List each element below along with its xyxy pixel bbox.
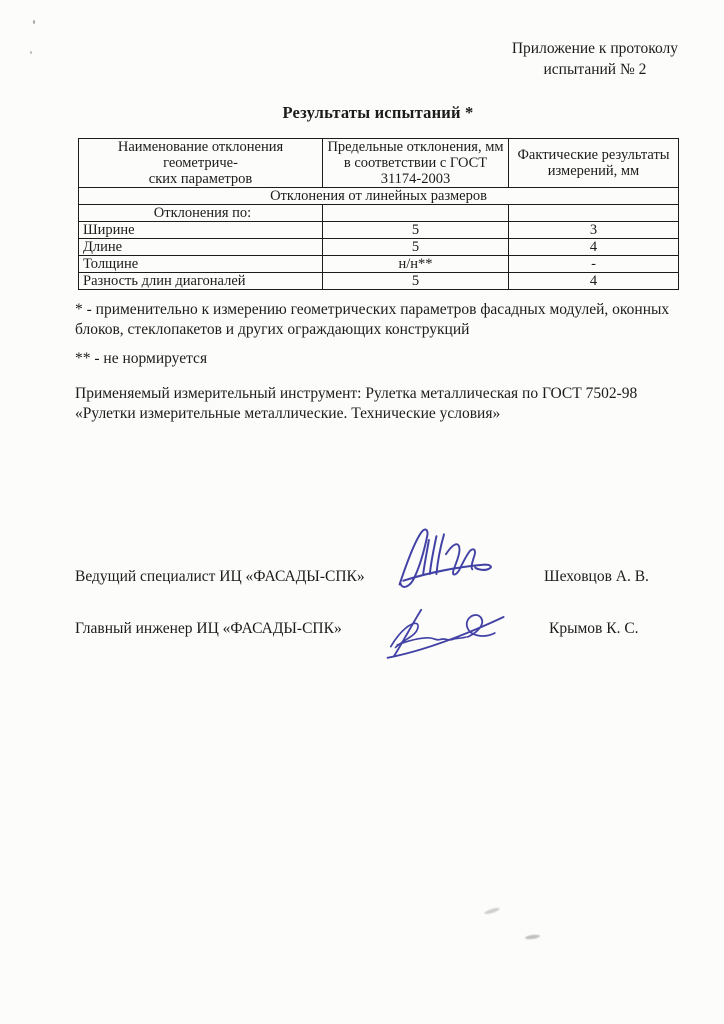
col-header-limits <box>323 139 509 188</box>
footnotes <box>75 300 693 424</box>
instrument-note: Применяемый измерительный инструмент: Рулетка металлическая по ГОСТ 7502-98 «Рулетки измерительные металлические. Технические условия» <box>75 385 638 422</box>
header-note-line1: Приложение к протоколу <box>511 40 678 57</box>
table-row <box>79 273 679 290</box>
row-actual: 4 <box>509 239 679 256</box>
table-section-row <box>79 188 679 205</box>
doc-title: Результаты испытаний * <box>282 103 474 122</box>
table-row <box>79 222 679 239</box>
col-header-actual <box>509 139 679 188</box>
col-header-limits-line: в соответствии с ГОСТ <box>343 155 488 171</box>
col-header-limits-line: 31174-2003 <box>380 171 451 187</box>
col-header-parameter-line: ских параметров <box>148 171 253 187</box>
scan-speck <box>33 20 35 24</box>
scan-smudge <box>484 907 500 916</box>
signatory-name-shehovtsov: Шеховцов А. В. <box>544 568 649 585</box>
signature-shehovtsov <box>392 523 496 593</box>
row-limit: н/н** <box>323 256 509 273</box>
signature-stroke <box>467 615 495 637</box>
col-header-actual-line: Фактические результаты <box>517 147 670 163</box>
table-row <box>79 239 679 256</box>
col-header-parameter-line: Наименование отклонения геометриче- <box>117 139 284 171</box>
row-limit: 5 <box>323 222 509 239</box>
results-table <box>78 138 679 290</box>
row-parameter: Длине <box>79 239 323 256</box>
table-row <box>79 256 679 273</box>
row-actual: 3 <box>509 222 679 239</box>
col-header-parameter <box>79 139 323 188</box>
row-limit: 5 <box>323 239 509 256</box>
row-parameter: Ширине <box>79 222 323 239</box>
col-header-actual-line: измерений, мм <box>547 163 640 179</box>
row-actual: - <box>509 256 679 273</box>
scan-smudge <box>525 934 540 940</box>
signatory-role-lead-specialist: Ведущий специалист ИЦ «ФАСАДЫ-СПК» <box>75 568 365 585</box>
footnote-double-asterisk: ** - не нормируется <box>75 350 208 367</box>
header-note-line2: испытаний № 2 <box>543 61 647 78</box>
row-parameter: Разность длин диагоналей <box>79 273 323 290</box>
row-actual: 4 <box>509 273 679 290</box>
scan-speck <box>30 51 32 54</box>
signatory-name-krymov: Крымов К. С. <box>549 620 639 637</box>
signature-krymov <box>377 605 507 661</box>
footnote-asterisk: * - применительно к измерению геометрических параметров фасадных модулей, оконных блоков, стеклопакетов и других ограждающих конструкций <box>75 301 670 338</box>
signatory-role-chief-engineer: Главный инженер ИЦ «ФАСАДЫ-СПК» <box>75 620 342 637</box>
signature-stroke <box>394 610 421 656</box>
row-limit <box>323 205 509 222</box>
row-parameter: Толщине <box>79 256 323 273</box>
col-header-limits-line: Предельные отклонения, мм <box>327 139 504 155</box>
row-limit: 5 <box>323 273 509 290</box>
signature-stroke <box>391 623 418 647</box>
table-row <box>79 205 679 222</box>
row-actual <box>509 205 679 222</box>
header-note <box>512 38 678 80</box>
section-row-label: Отклонения от линейных размеров <box>79 188 679 205</box>
table-header-row <box>79 139 679 188</box>
row-parameter: Отклонения по: <box>79 205 323 222</box>
